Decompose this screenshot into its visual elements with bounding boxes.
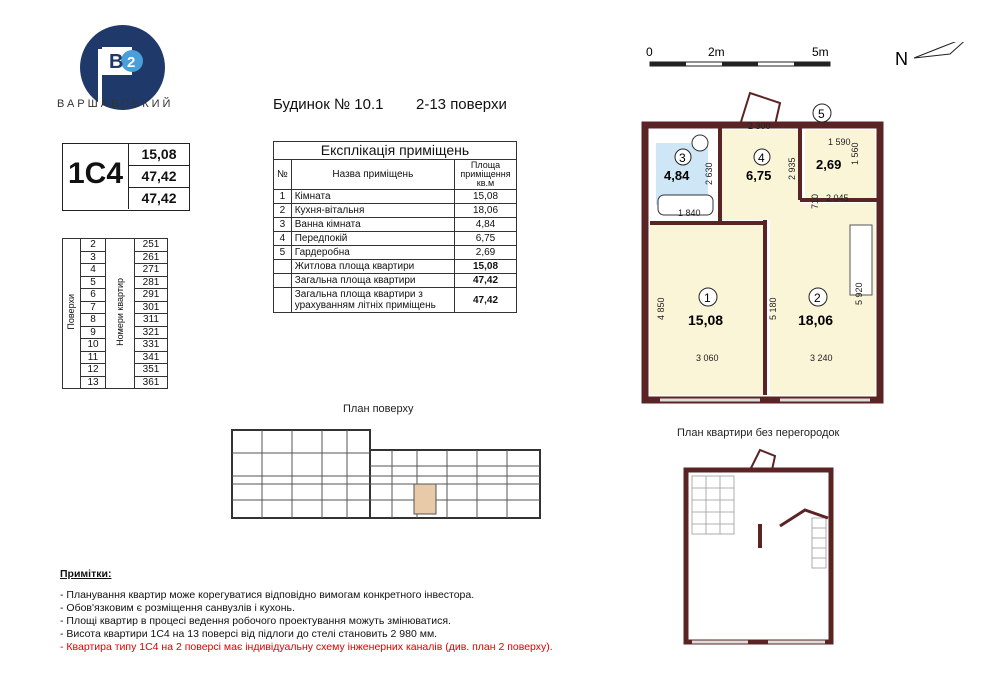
room-row (274, 218, 517, 232)
col-area: Площа приміщення кв.м (455, 160, 517, 190)
room-2-marker: 2 (814, 291, 821, 305)
room-5-area: 2,69 (816, 157, 842, 172)
room-number: 4 (274, 232, 292, 246)
room-number: 5 (274, 246, 292, 260)
area-total-summer: 47,42 (141, 190, 177, 206)
apartment-number: 261 (135, 251, 168, 264)
scale-label-2m: 2m (708, 45, 725, 59)
open-plan (680, 448, 840, 648)
apartment-number: 291 (135, 289, 168, 302)
north-label: N (895, 49, 908, 69)
room-3-area: 4,84 (664, 168, 690, 183)
room-area: 15,08 (455, 190, 517, 204)
area-living: 15,08 (129, 143, 189, 166)
notes (60, 568, 553, 654)
room-area: 18,06 (455, 204, 517, 218)
explication-table (273, 141, 517, 313)
total-empty (274, 260, 292, 274)
floor-number: 3 (81, 251, 106, 264)
col-num: № (274, 160, 292, 190)
note-item: - Висота квартири 1С4 на 13 поверсі від підлоги до стелі становить 2 980 мм. (60, 628, 438, 640)
floor-plan-caption: План поверху (343, 403, 414, 415)
total-empty (274, 274, 292, 288)
floor-number: 13 (81, 376, 106, 389)
room-3-marker: 3 (679, 151, 686, 165)
room-name: Кухня-вітальня (291, 204, 454, 218)
floor-number: 9 (81, 326, 106, 339)
total-row (274, 260, 517, 274)
open-plan-caption: План квартири без перегородок (677, 427, 840, 439)
room-area: 4,84 (455, 218, 517, 232)
dim-4850: 4 850 (656, 297, 666, 320)
room-number: 1 (274, 190, 292, 204)
total-empty (274, 288, 292, 313)
floor-number: 7 (81, 301, 106, 314)
total-area: 47,42 (455, 274, 517, 288)
room-4-marker: 4 (758, 151, 765, 165)
col-name: Назва приміщень (291, 160, 454, 190)
north-arrow-icon (914, 42, 970, 58)
floor-number: 4 (81, 264, 106, 277)
note-item: - Планування квартир може корегуватися відповідно вимогам конкретного інвестора. (60, 589, 475, 601)
room-row (274, 204, 517, 218)
room-row (274, 232, 517, 246)
area-total: 47,42 (129, 165, 189, 188)
logo-letter: B (109, 51, 124, 73)
floor-plan (222, 428, 547, 523)
dim-3060: 3 060 (696, 353, 719, 363)
apartment-numbers-label: Номери квартир (114, 278, 125, 346)
total-name: Загальна площа квартири (291, 274, 454, 288)
floor-number: 11 (81, 351, 106, 364)
room-area: 6,75 (455, 232, 517, 246)
floor-number: 5 (81, 276, 106, 289)
brand-name: ВАРШАВСЬКИЙ (57, 98, 174, 110)
total-name: Загальна площа квартири з урахуванням літніх приміщень (291, 288, 454, 313)
floor-number: 12 (81, 364, 106, 377)
note-item: - Площі квартир в процесі ведення робочого проектування можуть змінюватися. (60, 615, 451, 627)
scale-bar (640, 42, 980, 78)
apartment-areas (128, 143, 189, 209)
room-name: Ванна кімната (291, 218, 454, 232)
logo-number: 2 (127, 54, 136, 71)
apartment-number: 351 (135, 364, 168, 377)
apartment-number: 251 (135, 239, 168, 252)
floor-row (63, 239, 168, 252)
scale-label-0: 0 (646, 45, 653, 59)
dim-2045: 2 045 (826, 193, 849, 203)
dim-1840: 1 840 (678, 208, 701, 218)
apartment-highlight (414, 484, 436, 514)
apartment-number: 311 (135, 314, 168, 327)
notes-title: Примітки: (60, 568, 112, 580)
dim-2935: 2 935 (787, 157, 797, 180)
room-area: 2,69 (455, 246, 517, 260)
floor-number: 2 (81, 239, 106, 252)
room-row (274, 246, 517, 260)
room-5-marker: 5 (818, 107, 825, 121)
dim-2630: 2 630 (704, 162, 714, 185)
room-number: 3 (274, 218, 292, 232)
apartment-number: 331 (135, 339, 168, 352)
note-warning: - Квартира типу 1С4 на 2 поверсі має індивідуальну схему інженерних каналів (див. план 2 поверху). (60, 641, 553, 653)
dim-5920: 5 920 (854, 282, 864, 305)
floors-label: Поверхи (66, 294, 76, 330)
total-row (274, 288, 517, 313)
dim-2300: 2 300 (748, 121, 771, 131)
room-name: Кімната (291, 190, 454, 204)
room-4-area: 6,75 (746, 168, 772, 183)
apartment-number: 281 (135, 276, 168, 289)
total-area: 47,42 (455, 288, 517, 313)
dim-5180: 5 180 (768, 297, 778, 320)
building-title: Будинок № 10.1 (273, 96, 384, 113)
apartment-number: 341 (135, 351, 168, 364)
apartment-number: 321 (135, 326, 168, 339)
room-2-area: 18,06 (798, 312, 834, 328)
room-row (274, 190, 517, 204)
apartment-plan (640, 85, 890, 410)
explication-title: Експлікація приміщень (274, 142, 517, 160)
dim-710: 710 (810, 193, 820, 209)
dim-1560: 1 560 (850, 142, 860, 165)
floor-number: 10 (81, 339, 106, 352)
room-name: Передпокій (291, 232, 454, 246)
scale-label-5m: 5m (812, 45, 829, 59)
room-1-marker: 1 (704, 291, 711, 305)
note-item: - Обов'язковим є розміщення санвузлів і кухонь. (60, 602, 295, 614)
total-area: 15,08 (455, 260, 517, 274)
floor-number: 8 (81, 314, 106, 327)
room-1-area: 15,08 (688, 312, 724, 328)
numbers-label-cell (106, 239, 135, 389)
room-name: Гардеробна (291, 246, 454, 260)
floor-number: 6 (81, 289, 106, 302)
apartment-number: 361 (135, 376, 168, 389)
floors-table (62, 238, 168, 389)
dim-3240: 3 240 (810, 353, 833, 363)
dim-1590: 1 590 (828, 137, 851, 147)
total-name: Житлова площа квартири (291, 260, 454, 274)
total-row (274, 274, 517, 288)
floors-range: 2-13 поверхи (416, 96, 507, 113)
apartment-number: 301 (135, 301, 168, 314)
apartment-number: 271 (135, 264, 168, 277)
floors-label-cell (63, 239, 81, 389)
apartment-code: 1С4 (68, 157, 124, 190)
room-number: 2 (274, 204, 292, 218)
